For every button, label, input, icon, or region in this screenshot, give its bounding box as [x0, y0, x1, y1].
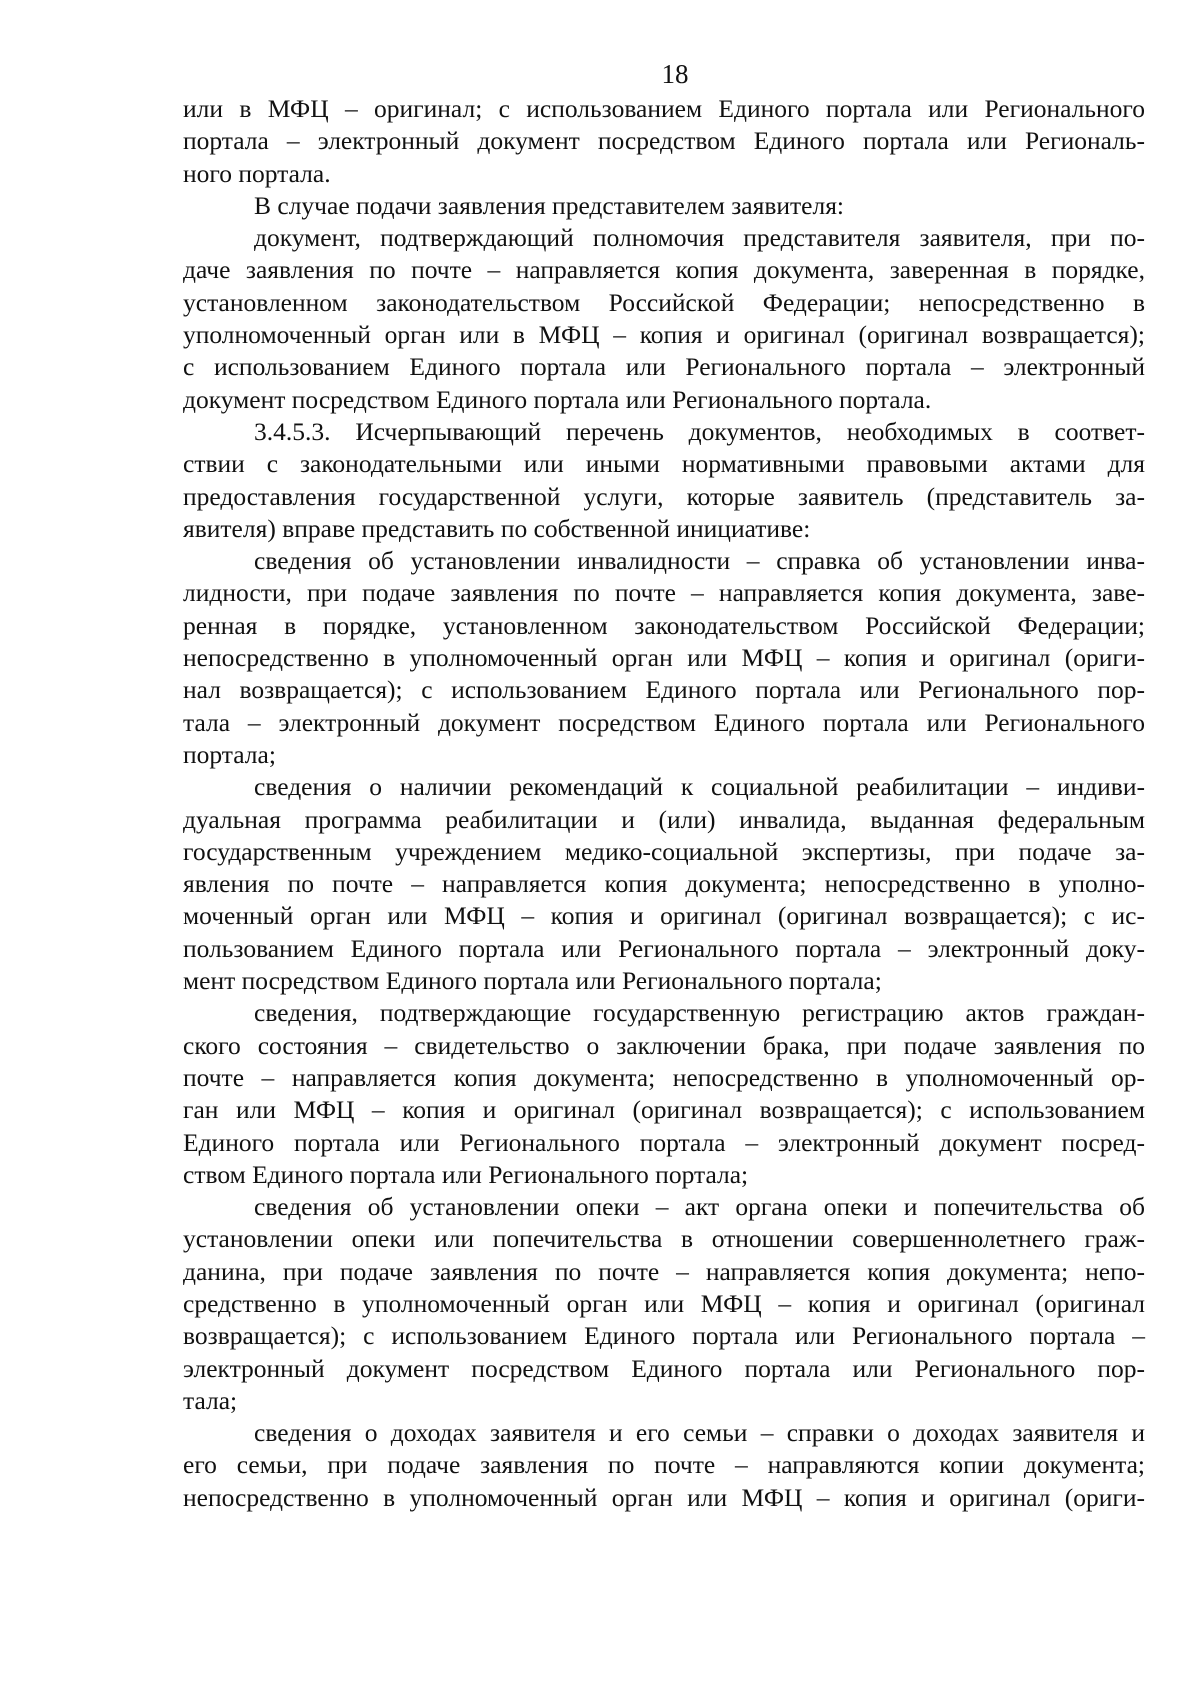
page-number: 18 [661, 59, 689, 89]
text-line: документ, подтверждающий полномочия представителя заявителя, при по- [254, 223, 1145, 253]
text-line: данина, при подаче заявления по почте – направляется копия документа; непо- [183, 1256, 1145, 1286]
text-line: сведения о наличии рекомендаций к социальной реабилитации – индиви- [254, 772, 1145, 802]
text-line: Единого портала или Регионального портала – электронный документ посред- [183, 1127, 1145, 1157]
text-line: установлении опеки или попечительства в отношении совершеннолетнего граж- [183, 1224, 1145, 1254]
text-line: сведения о доходах заявителя и его семьи – справки о доходах заявителя и [254, 1418, 1145, 1448]
body-text [183, 93, 1145, 1514]
text-line: пользованием Единого портала или Регионального портала – электронный доку- [183, 933, 1145, 963]
text-line: непосредственно в уполномоченный орган или МФЦ – копия и оригинал (ориги- [183, 1482, 1145, 1512]
text-line: или в МФЦ – оригинал; с использованием Единого портала или Регионального [183, 94, 1145, 123]
text-line: тала – электронный документ посредством Единого портала или Регионального [183, 707, 1145, 737]
text-line: предоставления государственной услуги, которые заявитель (представитель за- [183, 481, 1145, 511]
text-line: В случае подачи заявления представителем заявителя: [254, 190, 845, 220]
text-line: лидности, при подаче заявления по почте – направляется копия документа, заве- [183, 578, 1145, 608]
text-line: ствии с законодательными или иными нормативными правовыми актами для [183, 449, 1145, 479]
text-line: мент посредством Единого портала или Регионального портала; [183, 966, 882, 996]
text-line: моченный орган или МФЦ – копия и оригинал (оригинал возвращается); с ис- [183, 901, 1145, 931]
text-line: тала; [183, 1385, 238, 1415]
text-line: возвращается); с использованием Единого портала или Регионального портала – [183, 1321, 1145, 1351]
text-line: установленном законодательством Российской Федерации; непосредственно в [183, 287, 1145, 317]
text-line: ган или МФЦ – копия и оригинал (оригинал возвращается); с использованием [183, 1095, 1145, 1125]
text-line: почте – направляется копия документа; непосредственно в уполномоченный ор- [183, 1062, 1145, 1092]
text-line: ного портала. [183, 158, 331, 188]
text-line: ского состояния – свидетельство о заключении брака, при подаче заявления по [183, 1030, 1145, 1060]
text-line: ством Единого портала или Регионального портала; [183, 1159, 749, 1189]
text-line: явителя) вправе представить по собственной инициативе: [183, 513, 811, 543]
text-line: электронный документ посредством Единого портала или Регионального пор- [183, 1353, 1145, 1383]
text-line: сведения об установлении инвалидности – справка об установлении инва- [254, 546, 1145, 576]
text-line: дуальная программа реабилитации и (или) инвалида, выданная федеральным [183, 804, 1145, 834]
text-line: непосредственно в уполномоченный орган или МФЦ – копия и оригинал (ориги- [183, 643, 1145, 673]
text-line: уполномоченный орган или в МФЦ – копия и оригинал (оригинал возвращается); [183, 320, 1145, 350]
text-line: 3.4.5.3. Исчерпывающий перечень документов, необходимых в соответ- [254, 416, 1145, 446]
text-line: сведения, подтверждающие государственную регистрацию актов граждан- [254, 998, 1145, 1028]
text-line: явления по почте – направляется копия документа; непосредственно в уполно- [183, 869, 1145, 899]
text-line: документ посредством Единого портала или Регионального портала. [183, 384, 932, 414]
text-line: портала – электронный документ посредством Единого портала или Региональ- [183, 126, 1145, 156]
text-line: его семьи, при подаче заявления по почте – направляются копии документа; [183, 1450, 1145, 1480]
text-line: ренная в порядке, установленном законодательством Российской Федерации; [183, 610, 1145, 640]
text-line: с использованием Единого портала или Регионального портала – электронный [183, 352, 1145, 382]
text-line: нал возвращается); с использованием Единого портала или Регионального пор- [183, 675, 1145, 705]
text-line: портала; [183, 739, 276, 769]
text-line: сведения об установлении опеки – акт органа опеки и попечительства об [254, 1192, 1145, 1222]
text-line: даче заявления по почте – направляется копия документа, заверенная в порядке, [183, 255, 1145, 285]
text-line: государственным учреждением медико-социальной экспертизы, при подаче за- [183, 836, 1145, 866]
text-line: средственно в уполномоченный орган или МФЦ – копия и оригинал (оригинал [183, 1288, 1145, 1318]
